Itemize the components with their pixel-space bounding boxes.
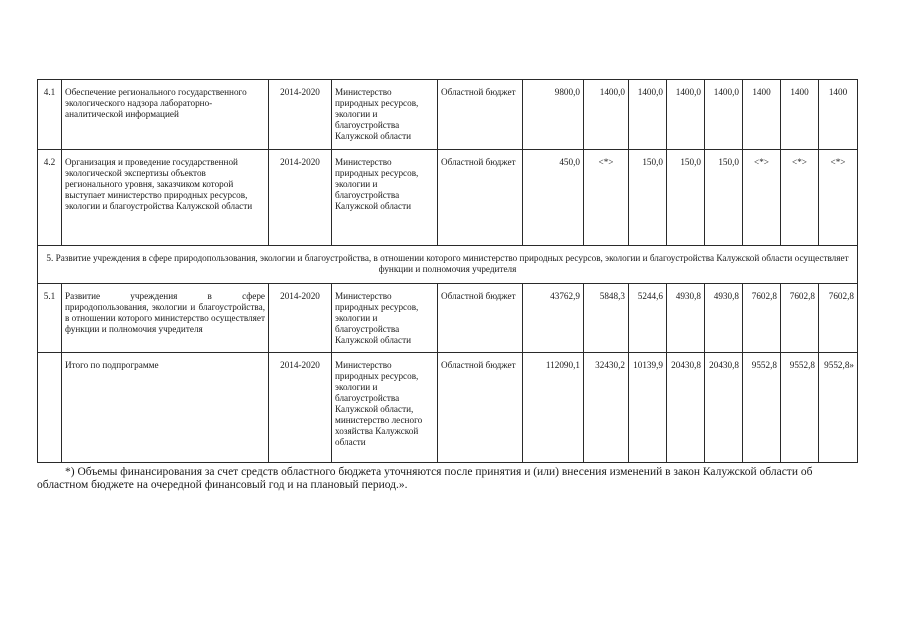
executor-cell: Министерство природных ресурсов, экологии и благоустройства Калужской области, министерство лесного хозяйства Калужской области bbox=[332, 353, 438, 463]
row-number bbox=[38, 353, 62, 463]
period-cell: 2014-2020 bbox=[269, 80, 332, 150]
year-value: 7602,8 bbox=[781, 284, 819, 353]
year-value: 20430,8 bbox=[667, 353, 705, 463]
year-value: 1400,0 bbox=[629, 80, 667, 150]
year-value: <*> bbox=[819, 150, 858, 246]
activity-name: Обеспечение регионального государственного экологического надзора лабораторно-аналитической информацией bbox=[62, 80, 269, 150]
year-value: 10139,9 bbox=[629, 353, 667, 463]
section-row bbox=[38, 246, 858, 284]
year-value: 20430,8 bbox=[705, 353, 743, 463]
year-value: 1400 bbox=[743, 80, 781, 150]
period-cell: 2014-2020 bbox=[269, 353, 332, 463]
year-value: 7602,8 bbox=[819, 284, 858, 353]
table-row bbox=[38, 150, 858, 246]
activity-name: Организация и проведение государственной экологической экспертизы объектов регионального уровня, заказчиком которой выступает министерство природных ресурсов, экологии и благоустройства Калужской области bbox=[62, 150, 269, 246]
year-value: 1400 bbox=[781, 80, 819, 150]
year-value: 9552,8 bbox=[781, 353, 819, 463]
source-cell: Областной бюджет bbox=[438, 353, 523, 463]
year-value: 4930,8 bbox=[667, 284, 705, 353]
year-value: <*> bbox=[584, 150, 629, 246]
year-value: 1400,0 bbox=[584, 80, 629, 150]
year-value: 5244,6 bbox=[629, 284, 667, 353]
executor-cell: Министерство природных ресурсов, экологии и благоустройства Калужской области bbox=[332, 284, 438, 353]
total-row bbox=[38, 353, 858, 463]
total-value: 9800,0 bbox=[523, 80, 584, 150]
footnote: *) Объемы финансирования за счет средств областного бюджета уточняются после принятия и (или) внесения изменений в закон Калужской области об областном бюджете на очередной финансовый год и на плановый период.». bbox=[37, 466, 813, 491]
total-value: 43762,9 bbox=[523, 284, 584, 353]
row-number: 4.1 bbox=[38, 80, 62, 150]
source-cell: Областной бюджет bbox=[438, 150, 523, 246]
total-value: 112090,1 bbox=[523, 353, 584, 463]
year-value: <*> bbox=[781, 150, 819, 246]
year-value: <*> bbox=[743, 150, 781, 246]
year-value: 150,0 bbox=[629, 150, 667, 246]
total-value: 450,0 bbox=[523, 150, 584, 246]
table-row bbox=[38, 80, 858, 150]
year-value: 9552,8» bbox=[819, 353, 858, 463]
executor-cell: Министерство природных ресурсов, экологии и благоустройства Калужской области bbox=[332, 150, 438, 246]
year-value: 32430,2 bbox=[584, 353, 629, 463]
year-value: 1400 bbox=[819, 80, 858, 150]
period-cell: 2014-2020 bbox=[269, 150, 332, 246]
table-row bbox=[38, 284, 858, 353]
row-number: 4.2 bbox=[38, 150, 62, 246]
activity-name: Итого по подпрограмме bbox=[62, 353, 269, 463]
year-value: 5848,3 bbox=[584, 284, 629, 353]
period-cell: 2014-2020 bbox=[269, 284, 332, 353]
source-cell: Областной бюджет bbox=[438, 80, 523, 150]
year-value: 150,0 bbox=[667, 150, 705, 246]
source-cell: Областной бюджет bbox=[438, 284, 523, 353]
year-value: 150,0 bbox=[705, 150, 743, 246]
year-value: 4930,8 bbox=[705, 284, 743, 353]
row-number: 5.1 bbox=[38, 284, 62, 353]
financing-table bbox=[37, 79, 858, 463]
year-value: 1400,0 bbox=[705, 80, 743, 150]
activity-name: Развитие учреждения в сфере природопользования, экологии и благоустройства, в отношении которого министерство осуществляет функции и полномочия учредителя bbox=[62, 284, 269, 353]
year-value: 9552,8 bbox=[743, 353, 781, 463]
executor-cell: Министерство природных ресурсов, экологии и благоустройства Калужской области bbox=[332, 80, 438, 150]
year-value: 1400,0 bbox=[667, 80, 705, 150]
year-value: 7602,8 bbox=[743, 284, 781, 353]
section-heading: 5. Развитие учреждения в сфере природопользования, экологии и благоустройства, в отношении которого министерство природных ресурсов, экологии и благоустройства Калужской области осуществляет функции и полномочия учредителя bbox=[38, 246, 858, 284]
